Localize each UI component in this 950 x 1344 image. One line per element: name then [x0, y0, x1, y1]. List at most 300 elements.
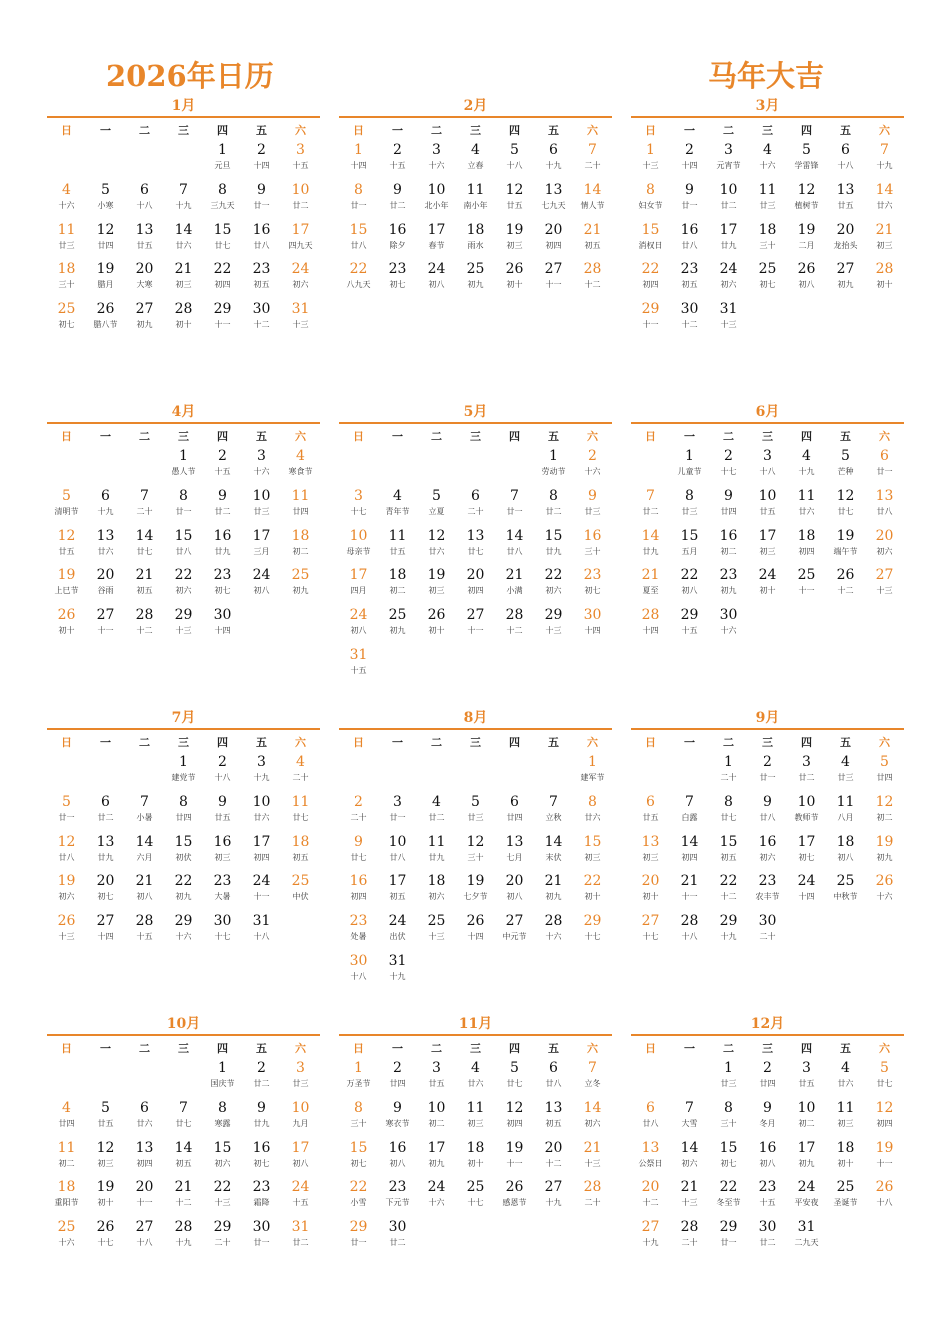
lunar-label: 腊八节: [93, 320, 118, 330]
lunar-label: 十三: [642, 161, 659, 170]
day-cell: [670, 606, 709, 646]
lunar-label: 廿三: [58, 240, 75, 250]
lunar-label: 十八: [253, 932, 270, 942]
day-cell: [125, 1218, 164, 1258]
weekday-label: 日: [353, 124, 364, 137]
day-grid: [339, 1059, 612, 1258]
weekday-label: 三: [178, 736, 189, 749]
day-number: 8: [218, 181, 227, 198]
day-cell: [534, 527, 573, 567]
day-number: 14: [135, 833, 154, 850]
lunar-label: 十三: [292, 320, 309, 330]
lunar-label: 初三: [759, 546, 776, 556]
day-number: 10: [758, 487, 777, 504]
day-number: 6: [646, 1099, 655, 1116]
lunar-label: 中秋节: [833, 892, 858, 902]
day-number: 2: [393, 142, 402, 158]
day-cell: [865, 753, 904, 793]
day-cell: [709, 260, 748, 300]
lunar-label: 初三: [642, 852, 659, 862]
day-cell: [670, 260, 709, 300]
day-number: 1: [588, 754, 597, 770]
day-cell: [86, 221, 125, 261]
day-cell: [534, 1059, 573, 1099]
day-cell: [125, 912, 164, 952]
lunar-label: 末伏: [545, 852, 562, 862]
lunar-label: 廿七: [136, 546, 153, 556]
lunar-label: 廿三: [720, 1079, 737, 1088]
day-cell: [787, 1178, 826, 1218]
day-cell: [417, 1099, 456, 1139]
lunar-label: 初四: [506, 1118, 523, 1128]
day-cell: [86, 606, 125, 646]
lunar-label: 初二: [720, 546, 737, 556]
day-number: 26: [875, 1179, 894, 1196]
day-number: 29: [680, 607, 699, 624]
day-number: 16: [213, 833, 232, 850]
month-title: 8月: [463, 710, 488, 726]
day-number: 6: [140, 1099, 149, 1116]
day-number: 5: [510, 142, 519, 158]
day-cell: [417, 260, 456, 300]
lunar-label: 初八: [350, 626, 367, 636]
day-number: 8: [179, 487, 188, 504]
day-number: 1: [549, 448, 558, 464]
lunar-label: 初六: [175, 586, 192, 596]
day-cell: [748, 141, 787, 181]
lunar-label: 十四: [681, 161, 698, 170]
day-grid: [631, 447, 904, 646]
day-cell: [670, 793, 709, 833]
day-cell: [339, 1059, 378, 1099]
lunar-label: 廿二: [253, 1079, 270, 1088]
weekday-label: 日: [61, 1042, 72, 1055]
weekday-header: [339, 427, 612, 445]
day-number: 29: [719, 913, 738, 930]
day-number: 26: [505, 261, 524, 278]
lunar-label: 冬至节: [716, 1198, 741, 1208]
day-number: 5: [471, 793, 480, 810]
lunar-label: 十八: [136, 200, 153, 210]
lunar-label: 十七: [467, 1198, 484, 1208]
empty-cell: [417, 447, 456, 487]
day-number: 30: [252, 301, 271, 318]
weekday-header: [47, 121, 320, 139]
lunar-label: 初八: [428, 280, 445, 290]
day-cell: [203, 566, 242, 606]
day-cell: [203, 1099, 242, 1139]
day-cell: [242, 566, 281, 606]
month-block: [339, 98, 612, 300]
weekday-label: 三: [470, 124, 481, 137]
day-number: 23: [758, 873, 777, 890]
lunar-label: 儿童节: [677, 467, 702, 476]
day-cell: [495, 1178, 534, 1218]
day-number: 25: [57, 1219, 76, 1236]
day-number: 9: [393, 181, 402, 198]
day-number: 6: [510, 793, 519, 810]
day-number: 21: [680, 1179, 699, 1196]
day-cell: [125, 221, 164, 261]
day-number: 27: [641, 913, 660, 930]
day-cell: [378, 527, 417, 567]
day-cell: [378, 487, 417, 527]
day-cell: [203, 141, 242, 181]
day-number: 25: [758, 261, 777, 278]
day-cell: [748, 1218, 787, 1258]
lunar-label: 十三: [214, 1198, 231, 1208]
weekday-label: 四: [801, 430, 812, 443]
lunar-label: 国庆节: [210, 1079, 235, 1088]
day-number: 15: [213, 1139, 232, 1156]
day-number: 27: [641, 1219, 660, 1236]
lunar-label: 初九: [389, 626, 406, 636]
lunar-label: 初三: [214, 852, 231, 862]
lunar-label: 二十: [467, 506, 484, 516]
day-number: 14: [680, 833, 699, 850]
day-number: 27: [135, 1219, 154, 1236]
lunar-label: 廿九: [428, 852, 445, 862]
day-cell: [339, 141, 378, 181]
month-divider: [47, 728, 320, 730]
day-cell: [203, 181, 242, 221]
lunar-label: 廿七: [175, 1118, 192, 1128]
day-number: 10: [252, 487, 271, 504]
day-number: 18: [466, 221, 485, 238]
day-number: 5: [101, 181, 110, 198]
lunar-label: 元宵节: [716, 161, 741, 170]
day-cell: [417, 221, 456, 261]
day-number: 14: [875, 181, 894, 198]
day-number: 15: [349, 1139, 368, 1156]
day-cell: [826, 181, 865, 221]
lunar-label: 小雪: [350, 1198, 367, 1208]
day-number: 4: [471, 142, 480, 158]
lunar-label: 霜降: [253, 1198, 270, 1208]
day-number: 26: [96, 1219, 115, 1236]
day-cell: [242, 1059, 281, 1099]
day-number: 22: [719, 1179, 738, 1196]
day-cell: [787, 447, 826, 487]
day-cell: [456, 527, 495, 567]
lunar-label: 上巳节: [54, 586, 79, 596]
day-number: 10: [291, 181, 310, 198]
weekday-label: 六: [295, 736, 306, 749]
lunar-label: 初九: [798, 1158, 815, 1168]
lunar-label: 十四: [253, 161, 270, 170]
lunar-label: 廿二: [389, 1238, 406, 1248]
day-cell: [203, 1218, 242, 1258]
day-cell: [203, 221, 242, 261]
month-title: 7月: [171, 710, 196, 726]
day-number: 21: [875, 221, 894, 238]
day-number: 29: [349, 1219, 368, 1236]
lunar-label: 植树节: [794, 200, 819, 210]
month-block: [339, 1016, 612, 1258]
lunar-label: 十五: [292, 161, 309, 170]
day-number: 29: [544, 607, 563, 624]
day-number: 4: [62, 1099, 71, 1116]
day-cell: [242, 141, 281, 181]
day-cell: [534, 447, 573, 487]
day-cell: [125, 1099, 164, 1139]
day-cell: [125, 1139, 164, 1179]
day-cell: [670, 221, 709, 261]
day-number: 17: [349, 567, 368, 584]
lunar-label: 廿一: [175, 506, 192, 516]
day-number: 30: [349, 952, 368, 969]
day-cell: [631, 141, 670, 181]
day-cell: [865, 1178, 904, 1218]
day-number: 14: [174, 1139, 193, 1156]
lunar-label: 公祭日: [638, 1158, 663, 1168]
day-grid: [47, 1059, 320, 1258]
lunar-label: 初八: [798, 280, 815, 290]
day-number: 26: [427, 607, 446, 624]
day-number: 9: [354, 833, 363, 850]
weekday-label: 一: [392, 124, 403, 137]
day-cell: [378, 1178, 417, 1218]
day-number: 5: [802, 142, 811, 158]
lunar-label: 初七: [584, 586, 601, 596]
lunar-label: 建军节: [580, 773, 605, 782]
day-cell: [164, 527, 203, 567]
lunar-label: 廿一: [876, 467, 893, 476]
lunar-label: 廿一: [506, 506, 523, 516]
weekday-label: 五: [256, 736, 267, 749]
weekday-header: [631, 1039, 904, 1057]
lunar-label: 廿六: [837, 1079, 854, 1088]
lunar-label: 初四: [214, 280, 231, 290]
day-cell: [242, 1139, 281, 1179]
lunar-label: 初五: [136, 586, 153, 596]
day-number: 20: [544, 1139, 563, 1156]
lunar-label: 大雪: [681, 1118, 698, 1128]
day-number: 31: [349, 646, 368, 663]
day-cell: [378, 1218, 417, 1258]
month-divider: [631, 422, 904, 424]
day-cell: [164, 1139, 203, 1179]
weekday-header: [339, 121, 612, 139]
day-cell: [281, 1178, 320, 1218]
day-number: 9: [763, 1099, 772, 1116]
weekday-label: 四: [217, 736, 228, 749]
day-number: 1: [354, 142, 363, 158]
day-cell: [47, 912, 86, 952]
lunar-label: 廿七: [720, 812, 737, 822]
month-divider: [631, 116, 904, 118]
day-number: 27: [544, 261, 563, 278]
day-number: 27: [96, 913, 115, 930]
lunar-label: 十五: [681, 626, 698, 636]
lunar-label: 十七: [720, 467, 737, 476]
lunar-label: 廿四: [876, 773, 893, 782]
lunar-label: 十四: [642, 626, 659, 636]
day-cell: [339, 872, 378, 912]
day-cell: [495, 221, 534, 261]
day-cell: [417, 1059, 456, 1099]
day-number: 19: [427, 567, 446, 584]
day-cell: [339, 487, 378, 527]
day-grid: [47, 447, 320, 646]
day-number: 15: [174, 527, 193, 544]
lunar-label: 十六: [720, 626, 737, 636]
day-number: 12: [57, 527, 76, 544]
lunar-label: 初十: [506, 280, 523, 290]
day-cell: [573, 872, 612, 912]
lunar-label: 三十: [584, 546, 601, 556]
empty-cell: [456, 447, 495, 487]
weekday-label: 三: [178, 1042, 189, 1055]
day-cell: [826, 527, 865, 567]
day-number: 19: [505, 221, 524, 238]
day-cell: [417, 1178, 456, 1218]
day-number: 17: [252, 833, 271, 850]
lunar-label: 初七: [389, 280, 406, 290]
day-number: 15: [719, 833, 738, 850]
day-number: 5: [880, 1060, 889, 1076]
weekday-label: 三: [470, 1042, 481, 1055]
lunar-label: 廿六: [97, 546, 114, 556]
lunar-label: 廿六: [467, 1079, 484, 1088]
day-cell: [281, 487, 320, 527]
day-cell: [865, 447, 904, 487]
lunar-label: 立秋: [545, 812, 562, 822]
day-cell: [826, 1099, 865, 1139]
month-block: [339, 404, 612, 686]
month-block: [47, 1016, 320, 1258]
day-number: 27: [96, 607, 115, 624]
day-cell: [631, 566, 670, 606]
day-cell: [47, 260, 86, 300]
lunar-label: 十三: [876, 586, 893, 596]
lunar-label: 十一: [642, 320, 659, 330]
lunar-label: 初七: [720, 1158, 737, 1168]
month-title: 6月: [755, 404, 780, 420]
day-number: 21: [641, 567, 660, 584]
day-number: 20: [466, 567, 485, 584]
day-number: 3: [802, 1060, 811, 1076]
lunar-label: 初九: [292, 586, 309, 596]
empty-cell: [631, 447, 670, 487]
day-cell: [203, 833, 242, 873]
lunar-label: 廿五: [837, 200, 854, 210]
day-cell: [86, 793, 125, 833]
day-cell: [281, 527, 320, 567]
day-cell: [787, 527, 826, 567]
day-number: 1: [685, 448, 694, 464]
lunar-label: 廿三: [681, 506, 698, 516]
day-number: 30: [213, 607, 232, 624]
day-number: 17: [388, 873, 407, 890]
day-cell: [47, 181, 86, 221]
day-number: 28: [505, 607, 524, 624]
lunar-label: 小满: [506, 586, 523, 596]
lunar-label: 平安夜: [794, 1198, 819, 1208]
day-cell: [709, 181, 748, 221]
weekday-label: 六: [879, 1042, 890, 1055]
lunar-label: 十二: [681, 320, 698, 330]
day-cell: [826, 447, 865, 487]
day-number: 24: [758, 567, 777, 584]
lunar-label: 十三: [545, 626, 562, 636]
day-number: 12: [875, 793, 894, 810]
empty-cell: [47, 753, 86, 793]
day-number: 2: [218, 448, 227, 464]
lunar-label: 廿二: [97, 812, 114, 822]
day-number: 18: [57, 261, 76, 278]
empty-cell: [47, 1059, 86, 1099]
lunar-label: 初四: [681, 852, 698, 862]
lunar-label: 十一: [214, 320, 231, 330]
day-number: 16: [252, 1139, 271, 1156]
day-number: 23: [758, 1179, 777, 1196]
lunar-label: 初伏: [175, 852, 192, 862]
month-title: 1月: [171, 98, 196, 114]
day-number: 8: [218, 1099, 227, 1116]
lunar-label: 十六: [58, 200, 75, 210]
lunar-label: 十二: [584, 280, 601, 290]
weekday-label: 三: [762, 736, 773, 749]
day-number: 26: [466, 913, 485, 930]
lunar-label: 十七: [642, 932, 659, 942]
day-cell: [631, 300, 670, 340]
day-cell: [339, 221, 378, 261]
day-number: 13: [641, 1139, 660, 1156]
lunar-label: 中伏: [292, 892, 309, 902]
day-number: 27: [135, 301, 154, 318]
lunar-label: 初十: [467, 1158, 484, 1168]
day-number: 6: [549, 142, 558, 158]
day-number: 25: [836, 1179, 855, 1196]
day-cell: [631, 221, 670, 261]
day-number: 26: [57, 607, 76, 624]
day-cell: [378, 141, 417, 181]
lunar-label: 廿九: [545, 546, 562, 556]
lunar-label: 廿六: [798, 506, 815, 516]
day-number: 17: [291, 1139, 310, 1156]
lunar-label: 初七: [214, 586, 231, 596]
lunar-label: 三月: [253, 546, 270, 556]
lunar-label: 初九: [428, 1158, 445, 1168]
day-number: 13: [466, 527, 485, 544]
day-number: 12: [466, 833, 485, 850]
day-number: 13: [544, 1099, 563, 1116]
lunar-label: 十六: [428, 161, 445, 170]
day-cell: [787, 872, 826, 912]
day-number: 23: [213, 873, 232, 890]
lunar-label: 廿五: [97, 1118, 114, 1128]
lunar-label: 廿五: [506, 200, 523, 210]
day-cell: [709, 527, 748, 567]
lunar-label: 立冬: [584, 1079, 601, 1088]
lunar-label: 十九: [175, 1238, 192, 1248]
lunar-label: 十一: [681, 892, 698, 902]
lunar-label: 十一: [506, 1158, 523, 1168]
lunar-label: 廿一: [350, 1238, 367, 1248]
lunar-label: 廿二: [292, 200, 309, 210]
day-cell: [339, 1099, 378, 1139]
day-cell: [417, 1139, 456, 1179]
lunar-label: 初六: [545, 586, 562, 596]
day-cell: [748, 872, 787, 912]
lunar-label: 十四: [97, 932, 114, 942]
lunar-label: 初三: [584, 852, 601, 862]
day-cell: [534, 1139, 573, 1179]
lunar-label: 十六: [175, 932, 192, 942]
lunar-label: 廿七: [876, 1079, 893, 1088]
lunar-label: 初五: [584, 240, 601, 250]
